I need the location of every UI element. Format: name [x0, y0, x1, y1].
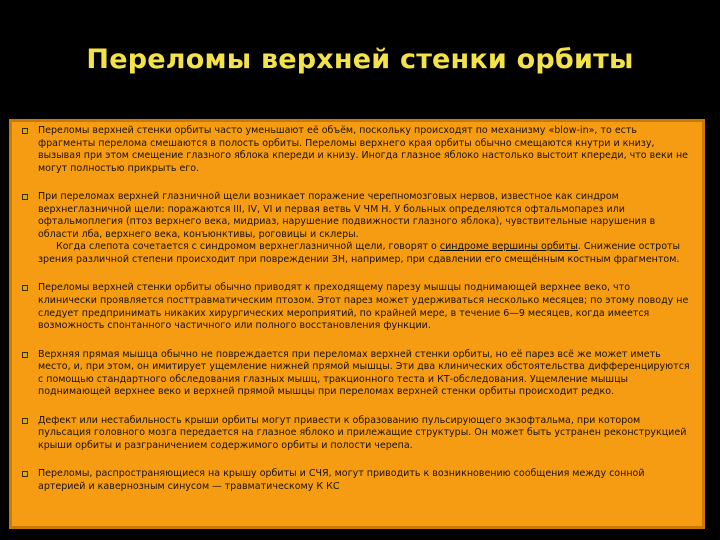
- paragraph-text: Переломы, распространяющиеся на крышу орбиты и СЧЯ, могут приводить к возникновению сообщения между сонной артерией и кавернозным синусом — травматическому К КС: [38, 468, 645, 493]
- orbital-apex-syndrome-link[interactable]: синдроме вершины орбиты: [439, 241, 578, 253]
- bullet-icon: [22, 194, 28, 200]
- paragraph-text: Переломы верхней стенки орбиты обычно приводят к преходящему парезу мышцы поднимающей верхнее веко, что клинически проявляется посттравматическим птозом. Этот парез может удерживаться несколько месяцев; по этому поводу не следует предпринимать никаких хирургических мероприятий, по крайней мере, в течение 6—9 месяцев, когда имеется возможность спонтанного частичного или полного восстановления функции.: [38, 282, 689, 332]
- bullet-icon: [22, 471, 28, 477]
- paragraph-text: Верхняя прямая мышца обычно не повреждается при переломах верхней стенки орбиты, но её парез всё же может иметь место, и, при этом, он имитирует ущемление нижней прямой мышцы. Эти два клинических обстоятельства дифференцируются с помощью стандартного обследования глазных мышц, тракционного теста и КТ-обследования. Ущемление мышцы поднимающей верхнее веко и верхней прямой мышцы при переломах верхней стенки орбиты происходит редко.: [38, 348, 690, 398]
- bullet-icon: [22, 285, 28, 291]
- paragraph-text: При переломах верхней глазничной щели возникает поражение черепномозговых нервов, известное как синдром верхнеглазничной щели: поражаются III, IV, VI и первая ветвь V ЧМ Н. У больных определяются офтальмопарез или офтальмоплегия (птоз верхнего века, мидриаз, нарушение подвижности глазного яблока), чувствительные нарушения в области лба, верхнего века, конъюнктивы, роговицы и склеры.: [38, 191, 656, 240]
- bullet-list: [12, 122, 702, 494]
- bullet-icon: [22, 352, 28, 358]
- list-item: [38, 125, 690, 175]
- bullet-icon: [22, 418, 28, 424]
- paragraph-continuation: [38, 241, 690, 266]
- content-panel: [9, 119, 705, 529]
- list-item: [38, 415, 690, 453]
- slide-title: Переломы верхней стенки орбиты: [86, 44, 634, 75]
- bullet-icon: [22, 128, 28, 134]
- list-item: [38, 468, 690, 493]
- list-item: [38, 349, 690, 399]
- paragraph-text: Переломы верхней стенки орбиты часто уменьшают её объём, поскольку происходят по механизму «blow-in», то есть фрагменты перелома смешаются в полость орбиты. Переломы верхнего края орбиты обычно смещаются кнутри и книзу, вызывая при этом смещение глазного яблока кпереди и книзу. Иногда глазное яблоко настолько выстоит кпереди, что веки не могут полностью прикрыть его.: [38, 125, 689, 174]
- title-bar: [0, 0, 720, 112]
- paragraph-text: Дефект или нестабильность крыши орбиты могут привести к образованию пульсирующего экзофтальма, при котором пульсация головного мозга передается на глазное яблоко и прилежащие структуры. Он может быть устранен реконструкцией крыши орбиты и разграничением содержимого орбиты и полости черепа.: [38, 414, 687, 451]
- list-item: [38, 282, 690, 332]
- list-item: [38, 191, 690, 266]
- continuation-suffix: . Снижение остроты зрения различной степени происходит при повреждении ЗН, например, при сдавлении его смещённым костным фрагментом.: [38, 241, 681, 265]
- continuation-prefix: Когда слепота сочетается с синдромом верхнеглазничной щели, говорят о: [56, 241, 440, 253]
